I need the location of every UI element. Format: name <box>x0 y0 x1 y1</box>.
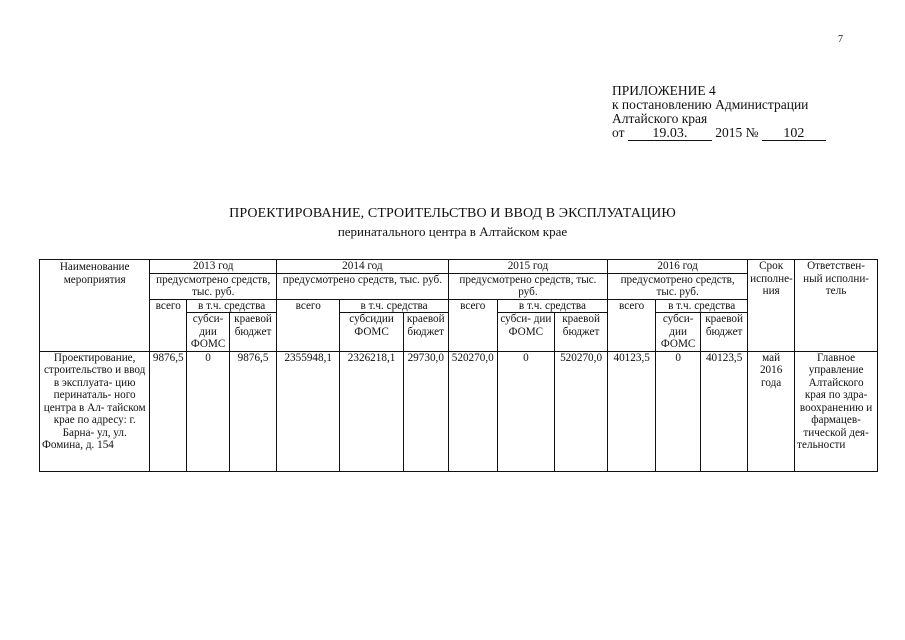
appendix-line2: Алтайского края <box>612 111 708 126</box>
appendix-title: ПРИЛОЖЕНИЕ 4 <box>612 83 716 98</box>
resolution-number: 102 <box>762 127 826 141</box>
regional-2016-header: краевой бюджет <box>701 313 748 352</box>
incl-2015-header: в т.ч. средства <box>497 299 607 313</box>
col-name-header: Наименование мероприятия <box>40 260 150 352</box>
regional-2013-header: краевой бюджет <box>230 313 277 352</box>
incl-2014-header: в т.ч. средства <box>340 299 448 313</box>
header-row-years <box>40 260 878 274</box>
funding-table <box>39 259 878 472</box>
cell-subsidy-2015: 0 <box>497 351 554 471</box>
cell-regional-2015: 520270,0 <box>554 351 607 471</box>
subsidy-2014-header: субсидии ФОМС <box>340 313 403 352</box>
appendix-line1: к постановлению Администрации <box>612 97 809 112</box>
appendix-date-line <box>612 126 826 141</box>
cell-subsidy-2013: 0 <box>187 351 230 471</box>
page-number: 7 <box>838 34 843 45</box>
cell-total-2013: 9876,5 <box>150 351 187 471</box>
cell-total-2015: 520270,0 <box>448 351 497 471</box>
cell-total-2016: 40123,5 <box>608 351 656 471</box>
cell-regional-2013: 9876,5 <box>230 351 277 471</box>
year-2015-header: 2015 год <box>448 260 607 274</box>
col-resp-header: Ответствен- ный исполни- тель <box>795 260 878 352</box>
year-2014-header: 2014 год <box>277 260 449 274</box>
cell-subsidy-2014: 2326218,1 <box>340 351 403 471</box>
total-2014-header: всего <box>277 299 340 351</box>
cell-responsible: Главное управление Алтайского края по здра- воохранению и фармацев- тической дея- тельности <box>795 351 878 471</box>
subsidy-2015-header: субси- дии ФОМС <box>497 313 554 352</box>
document-title: ПРОЕКТИРОВАНИЕ, СТРОИТЕЛЬСТВО И ВВОД В ЭКСПЛУАТАЦИЮ <box>229 206 676 221</box>
funds-2016-header: предусмотрено средств, тыс. руб. <box>608 273 748 299</box>
table-row <box>40 351 878 471</box>
total-2013-header: всего <box>150 299 187 351</box>
cell-subsidy-2016: 0 <box>656 351 701 471</box>
cell-term: май 2016 года <box>748 351 795 471</box>
funds-2014-header: предусмотрено средств, тыс. руб. <box>277 273 449 299</box>
incl-2016-header: в т.ч. средства <box>656 299 748 313</box>
col-term-header: Срок исполне- ния <box>748 260 795 352</box>
row-name: Проектирование, строительство и ввод в эксплуата- цию перинаталь- ного центра в Ал- тайском крае по адресу: г. Барна- ул, ул. Фомина, д. 154 <box>40 351 150 471</box>
from-label: от <box>612 125 625 140</box>
regional-2014-header: краевой бюджет <box>403 313 448 352</box>
cell-regional-2014: 29730,0 <box>403 351 448 471</box>
document-subtitle: перинатального центра в Алтайском крае <box>337 224 568 239</box>
subsidy-2016-header: субси- дии ФОМС <box>656 313 701 352</box>
total-2016-header: всего <box>608 299 656 351</box>
resolution-date: 19.03. <box>628 127 712 141</box>
funds-2013-header: предусмотрено средств, тыс. руб. <box>150 273 277 299</box>
resolution-year: 2015 № <box>715 125 759 140</box>
year-2016-header: 2016 год <box>608 260 748 274</box>
cell-total-2014: 2355948,1 <box>277 351 340 471</box>
subsidy-2013-header: субси- дии ФОМС <box>187 313 230 352</box>
total-2015-header: всего <box>448 299 497 351</box>
incl-2013-header: в т.ч. средства <box>187 299 277 313</box>
funds-2015-header: предусмотрено средств, тыс. руб. <box>448 273 607 299</box>
regional-2015-header: краевой бюджет <box>554 313 607 352</box>
cell-regional-2016: 40123,5 <box>701 351 748 471</box>
appendix-block <box>612 84 826 141</box>
year-2013-header: 2013 год <box>150 260 277 274</box>
